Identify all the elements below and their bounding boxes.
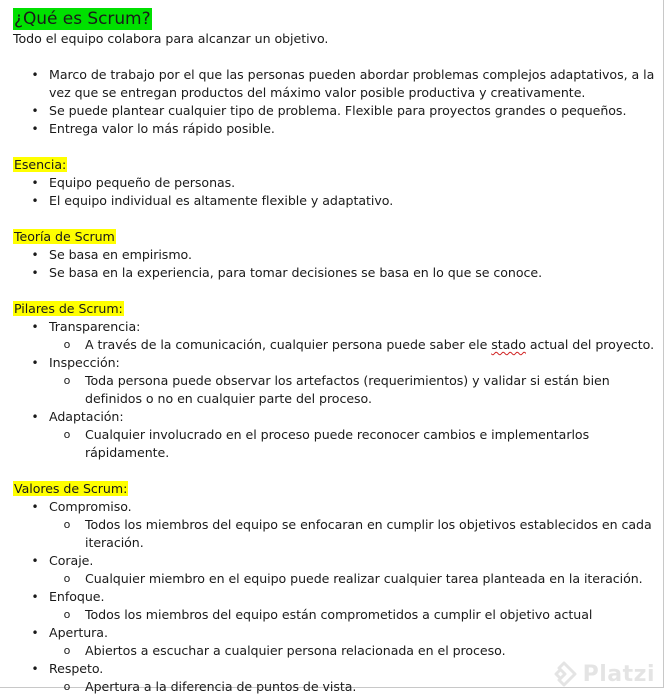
sub-list [49,642,658,660]
spacer [13,462,658,480]
list-item [13,246,658,264]
sub-list-item-text: Todos los miembros del equipo se enfocaran en cumplir los objetivos establecidos en cada iteración. [85,517,652,550]
list-item [13,552,658,588]
circle-bullet-icon: o [63,518,71,531]
sub-list [49,516,658,552]
section-heading-teoria [13,228,658,246]
section-heading-text: Valores de Scrum: [14,481,128,496]
sub-list [49,372,658,408]
list-item-text: El equipo individual es altamente flexible y adaptativo. [49,193,394,208]
list-item-text: Inspección: [49,355,120,370]
list-item [13,174,658,192]
sub-list-item-text: Todos los miembros del equipo están comprometidos a cumplir el objetivo actual [85,607,593,622]
list-item [13,102,658,120]
page-title: ¿Qué es Scrum? [14,9,151,29]
bullet-icon: • [31,320,39,334]
document-content [13,8,658,696]
list-item-text: Se basa en empirismo. [49,247,192,262]
sub-list [49,606,658,624]
platzi-watermark [551,661,655,687]
sub-list-item-text: Cualquier involucrado en el proceso puede reconocer cambios e implementarlos rápidamente. [85,427,590,460]
title-line [13,8,658,30]
bullet-icon: • [31,248,39,262]
bullet-icon: • [31,266,39,280]
bullet-icon: • [31,356,39,370]
sub-list [49,426,658,462]
platzi-logo-icon [551,661,577,687]
teoria-list [13,246,658,282]
bullet-icon: • [31,194,39,208]
circle-bullet-icon: o [63,680,71,693]
bullet-icon: • [31,626,39,640]
list-item-text: Coraje. [49,553,94,568]
list-item [13,498,658,552]
circle-bullet-icon: o [63,644,71,657]
sub-list-item [49,606,658,624]
sub-list [49,336,658,354]
section-heading-pilares [13,300,658,318]
intro-list [13,66,658,138]
section-heading-text: Esencia: [14,157,67,172]
circle-bullet-icon: o [63,374,71,387]
sub-list-item-text: Apertura a la diferencia de puntos de vista. [85,679,357,694]
spacer [13,138,658,156]
spacer [13,48,658,66]
list-item-text: Se basa en la experiencia, para tomar decisiones se basa en lo que se conoce. [49,265,543,280]
sub-list-item [49,642,658,660]
sub-list-item [49,372,658,408]
section-heading-text: Teoría de Scrum [14,229,115,244]
bullet-icon: • [31,104,39,118]
spacer [13,282,658,300]
sub-list-item-text: Cualquier miembro en el equipo puede realizar cualquier tarea planteada en la iteración. [85,571,643,586]
watermark-text: Platzi [582,661,655,687]
bullet-icon: • [31,500,39,514]
esencia-list [13,174,658,210]
bullet-icon: • [31,68,39,82]
list-item [13,66,658,102]
list-item-text: Adaptación: [49,409,124,424]
sub-list-item [49,516,658,552]
bullet-icon: • [31,554,39,568]
list-item-text: Marco de trabajo por el que las personas pueden abordar problemas complejos adaptativos, a la vez que se entregan productos del máximo valor posible productiva y creativamente. [49,67,655,100]
list-item [13,624,658,660]
pilares-list [13,318,658,462]
bullet-icon: • [31,176,39,190]
list-item-text: Respeto. [49,661,104,676]
list-item [13,408,658,462]
circle-bullet-icon: o [63,572,71,585]
list-item-text: Transparencia: [49,319,141,334]
bullet-icon: • [31,410,39,424]
sub-list-item-text: Abiertos a escuchar a cualquier persona relacionada en el proceso. [85,643,506,658]
text-fragment: A través de la comunicación, cualquier persona puede saber ele [85,337,492,352]
section-heading-esencia [13,156,658,174]
bullet-icon: • [31,662,39,676]
circle-bullet-icon: o [63,338,71,351]
sub-list-item [49,570,658,588]
sub-list-item-text: Toda persona puede observar los artefactos (requerimientos) y validar si están bien definidos o no en cualquier parte del proceso. [85,373,610,406]
bullet-icon: • [31,122,39,136]
list-item-text: Equipo pequeño de personas. [49,175,236,190]
list-item [13,318,658,354]
text-fragment: actual del proyecto. [525,337,655,352]
list-item-text: Entrega valor lo más rápido posible. [49,121,275,136]
intro-text: Todo el equipo colabora para alcanzar un objetivo. [13,31,329,46]
section-heading-text: Pilares de Scrum: [14,301,123,316]
section-heading-valores [13,480,658,498]
circle-bullet-icon: o [63,428,71,441]
list-item-text: Compromiso. [49,499,132,514]
list-item [13,354,658,408]
spacer [13,210,658,228]
list-item-text: Enfoque. [49,589,105,604]
spellcheck-flagged-word: stado [491,337,526,352]
list-item [13,120,658,138]
list-item [13,264,658,282]
sub-list-item [49,426,658,462]
sub-list-item [49,336,658,354]
sub-list-item-text [85,337,654,352]
circle-bullet-icon: o [63,608,71,621]
list-item [13,588,658,624]
sub-list [49,570,658,588]
list-item-text: Se puede plantear cualquier tipo de problema. Flexible para proyectos grandes o pequeños. [49,103,627,118]
list-item [13,192,658,210]
list-item-text: Apertura. [49,625,108,640]
bullet-icon: • [31,590,39,604]
